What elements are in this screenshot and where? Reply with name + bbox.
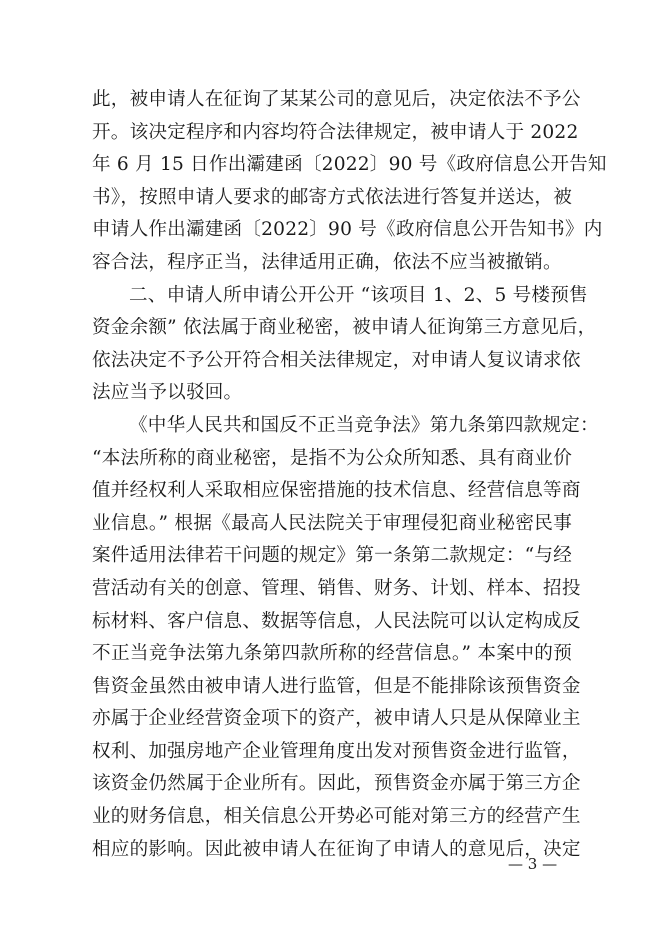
text-line: 申请人作出灞建函〔2022〕90 号《政府信息公开告知书》内	[92, 219, 603, 241]
page-number: — 3 —	[508, 855, 558, 873]
text-line: 依法决定不予公开符合相关法律规定，对申请人复议请求依	[92, 349, 581, 371]
text-line: 书》，按照申请人要求的邮寄方式依法进行答复并送达，被	[92, 186, 572, 208]
text-line: 标材料、客户信息、数据等信息，人民法院可以认定构成反	[92, 610, 581, 632]
text-line: 该资金仍然属于企业所有。因此，预售资金亦属于第三方企	[92, 773, 581, 795]
text-line: 开。该决定程序和内容均符合法律规定，被申请人于 2022	[92, 121, 579, 143]
text-line: “本法所称的商业秘密，是指不为公众所知悉、具有商业价	[92, 447, 572, 469]
text-line: 此，被申请人在征询了某某公司的意见后，决定依法不予公	[92, 89, 581, 110]
text-line: 二、申请人所申请公开公开 “该项目 1、2、5 号楼预售	[129, 284, 588, 306]
text-line: 业的财务信息，相关信息公开势必可能对第三方的经营产生	[92, 806, 581, 828]
text-line: 年 6 月 15 日作出灞建函〔2022〕90 号《政府信息公开告知	[92, 154, 607, 176]
text-line: 《中华人民共和国反不正当竞争法》第九条第四款规定：	[129, 414, 599, 436]
text-line: 资金余额” 依法属于商业秘密，被申请人征询第三方意见后，	[92, 317, 597, 339]
text-line: 案件适用法律若干问题的规定》第一条第二款规定：“与经	[92, 545, 572, 567]
text-line: 售资金虽然由被申请人进行监管，但是不能排除该预售资金	[92, 675, 581, 697]
text-line: 权利、加强房地产企业管理角度出发对预售资金进行监管，	[92, 740, 581, 762]
text-line: 营活动有关的创意、管理、销售、财务、计划、样本、招投	[92, 577, 581, 599]
text-line: 不正当竞争法第九条第四款所称的经营信息。” 本案中的预	[92, 643, 572, 665]
text-line: 业信息。” 根据《最高人民法院关于审理侵犯商业秘密民事	[92, 512, 572, 534]
text-line: 容合法，程序正当，法律适用正确，依法不应当被撤销。	[92, 251, 562, 273]
text-line: 值并经权利人采取相应保密措施的技术信息、经营信息等商	[92, 480, 581, 502]
text-line: 亦属于企业经营资金项下的资产，被申请人只是从保障业主	[92, 708, 581, 730]
text-line: 相应的影响。因此被申请人在征询了申请人的意见后，决定	[92, 838, 581, 860]
text-line: 法应当予以驳回。	[92, 382, 243, 404]
document-body	[92, 84, 607, 866]
